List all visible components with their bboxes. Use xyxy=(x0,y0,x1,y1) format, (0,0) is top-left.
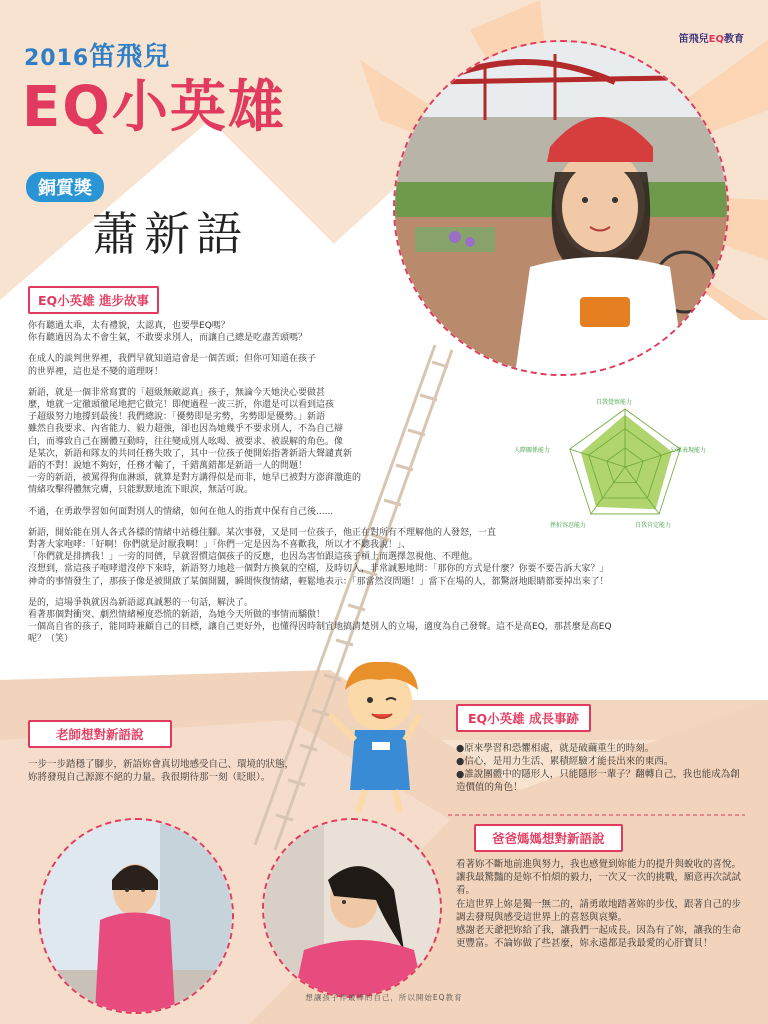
radar-label-self-awareness: 自我覺察能力 xyxy=(596,399,633,406)
section-label-parents: 爸爸媽媽想對新語說 xyxy=(474,824,623,852)
story-paragraph: 你有聽過太乖，太有禮貌，太認真，也要學EQ嗎？ 你有聽過因為太不會生氣，不敢要求別人，而讓自己總是吃盡苦頭嗎？ xyxy=(28,321,308,344)
story-paragraph: 在成人的談判世界裡，我們早就知道這會是一個苦頭；但你可知道在孩子 的世界裡，這也是不變的道理呀！ xyxy=(28,354,317,377)
radar-label-frustration-tolerance: 挫折容忍能力 xyxy=(550,522,587,529)
teacher-message: 一步一步踏穩了腳步，新語妳會真切地感受自己、環境的狀態，妳將發現自己源源不絕的力量。我很期待那一刻（眨眼）。 xyxy=(28,759,295,783)
footer-slogan: 想讓孩子作最棒的自己，所以開始EQ教育 xyxy=(305,993,463,1002)
award-badge: 銅質獎 xyxy=(26,172,104,202)
growth-item: ●誰說團體中的隱形人，只能隱形一輩子？翻轉自己，我也能成為創造價值的角色！ xyxy=(456,769,740,793)
story-paragraph: 新語，開始能在別人各式各樣的情緒中站穩住腳。某次事發，又是同一位孩子，他正在對所有不理解他的人發怒，一直 對著大家咆哮：「好啊！你們就是討厭我啊！」「你們一定是因為不喜歡我，所以才不聽我說！」、 「你們就是排擠我！」一旁的同儕，早就習慣這個孩子的反應，也因為害怕跟這孩子槓上而選擇忽視他、不理他。 沒想到，當這孩子咆哮還沒停下來時，新語努力地趁一個對方換氣的空檔，及時切入，非常誠懇地問：「那你的方式是什麼？你要不要告訴大家？」 神奇的事情發生了，那孩子像是被開啟了某個開關，瞬間恢復情緒，輕鬆地表示：「那當然沒問題！」當下在場的人，都驚訝地眼睛都要掉出來了！ xyxy=(28,527,609,587)
photo-girl-standing xyxy=(38,818,234,1014)
header-year: 2016笛飛兒 xyxy=(24,42,171,72)
page-title: EQ小英雄 xyxy=(22,75,286,140)
radar-label-public-performance: 公眾表現能力 xyxy=(670,447,707,454)
story-text xyxy=(28,320,742,655)
brand-logo: 笛飛兒EQ教育 xyxy=(678,34,744,45)
section-label-growth: EQ小英雄 成長事跡 xyxy=(456,704,591,732)
radar-label-self-affirmation: 自我肯定能力 xyxy=(635,522,672,529)
growth-item: ●信心，是用力生活、累積經驗才能長出來的東西。 xyxy=(456,756,674,767)
story-paragraph: 是的，這場爭執就因為新語認真誠懇的一句話，解決了。 看著那個對衝突、劇烈情緒極度恐慌的新語，為她今天所做的事情而驕傲！ 一個高自省的孩子，能同時兼顧自己的目標，讓自己更好外，也懂得因時制宜地搞清楚別人的立場，適度為自己發聲。這不是高EQ，那甚麼是高EQ 呢？（笑） xyxy=(28,597,612,645)
parents-message: 看著妳不斷地前進與努力，我也感覺到妳能力的提升與蛻收的喜悅。讓我最驚豔的是妳不怕煩的毅力，一次又一次的挑戰，願意再次試試看。 在這世界上妳是獨一無二的，請勇敢地踏著妳的步伐，跟著自己的步調去發現與感受這世界上的喜怒與哀樂。 感謝老天爺把妳給了我，讓我們一起成長。因為有了妳，讓我的生命更豐富。不論妳做了些甚麼，妳永遠都是我最愛的心肝寶貝！ xyxy=(456,859,742,950)
growth-list xyxy=(456,742,746,794)
section-label-story: EQ小英雄 進步故事 xyxy=(28,286,159,314)
growth-item: ●原來學習和恐懼相處，就是破繭重生的時刻。 xyxy=(456,743,655,754)
student-name: 蕭新語 xyxy=(92,207,248,261)
photo-girl-writing xyxy=(262,818,442,998)
radar-label-interpersonal: 人際關係能力 xyxy=(514,447,551,454)
story-paragraph: 新語，就是一個非常寫實的「超級無敵認真」孩子，無論今天她決心要做甚 麼，她就一定徹頭徹尾地把它做完！即便過程一波三折，你還是可以看到這孩 子超級努力地撐到最後！我們總說：「優勢即是劣勢，劣勢即是優勢。」新語 雖然自我要求、內省能力、毅力超強，卻也因為她幾乎不要求別人，不為自己辯 白，而導致自己在團體互動時，往往變成別人吆喝、被要求、被誤解的角色。像 是某次，新語和隊友的共同任務失敗了，其中一位孩子便開始指著新語大聲譴責新 語的不對！說她不夠好，任務才輸了，千錯萬錯都是新語一人的問題！ 一旁的新語，被罵得狗血淋頭，就算是對方講得似是而非，她早已被對方澎湃激進的 情緒攻擊得體無完膚，只能默默地流下眼淚，無話可說。 xyxy=(28,387,362,496)
story-paragraph: 不過，在勇敢學習如何面對別人的情緒，如何在他人的指責中保有自己後...... xyxy=(28,506,334,517)
section-label-teacher: 老師想對新語說 xyxy=(28,720,172,748)
